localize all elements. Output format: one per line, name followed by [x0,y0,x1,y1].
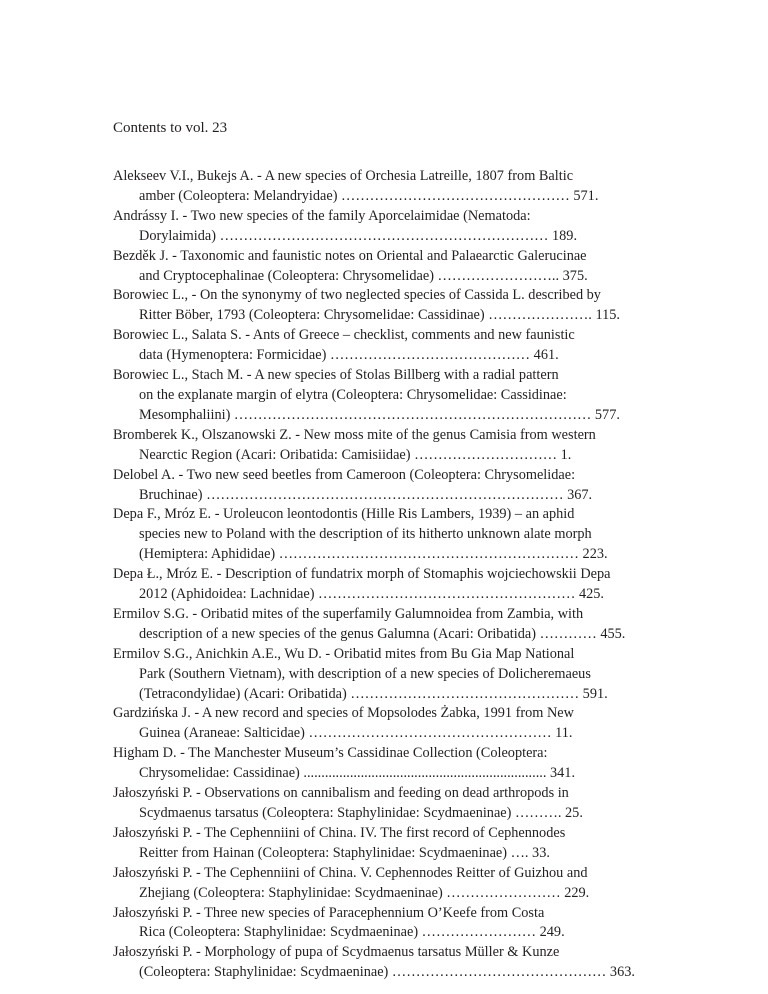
contents-entry [113,505,656,565]
entry-line: Borowiec L., Salata S. - Ants of Greece – checklist, comments and new faunistic [113,327,575,344]
contents-entry [113,466,656,506]
entry-line: Ritter Böber, 1793 (Coleoptera: Chrysomelidae: Cassidinae) …………………. 115. [139,307,620,324]
entry-line: Bezděk J. - Taxonomic and faunistic notes on Oriental and Palaearctic Galerucinae [113,247,587,264]
entry-line: Zhejiang (Coleoptera: Staphylinidae: Scydmaeninae) …………………… 229. [139,884,590,901]
entry-line: Bruchinae) ………………………………………………………………… 367. [139,486,593,503]
entry-line: Jałoszyński P. - The Cephenniini of China. V. Cephennodes Reitter of Guizhou and [113,864,588,881]
entry-line: Higham D. - The Manchester Museum’s Cassidinae Collection (Coleoptera: [113,745,548,762]
entry-line: Gardzińska J. - A new record and species of Mopsolodes Żabka, 1991 from New [113,705,574,722]
entry-line: Jałoszyński P. - Morphology of pupa of Scydmaenus tarsatus Müller & Kunze [113,944,560,961]
contents-entry [113,565,656,605]
entry-line: (Hemiptera: Aphididae) ……………………………………………………… 223. [139,546,608,563]
entry-line: and Cryptocephalinae (Coleoptera: Chrysomelidae) …………………….. 375. [139,267,588,284]
entry-line: Chrysomelidae: Cassidinae) .................................................................... 341. [139,765,576,782]
contents-entry [113,645,656,705]
entry-line: (Tetracondylidae) (Acari: Oribatida) ………………………………………… 591. [139,685,608,702]
entry-line: amber (Coleoptera: Melandryidae) ………………………………………… 571. [139,187,599,204]
entry-line: Jałoszyński P. - Three new species of Paracephennium O’Keefe from Costa [113,904,545,921]
entry-line: description of a new species of the genus Galumna (Acari: Oribatida) ………… 455. [139,625,626,642]
entry-line: Guinea (Araneae: Salticidae) …………………………………………… 11. [139,725,573,742]
contents-list [113,167,656,983]
contents-entry [113,207,656,247]
entry-line: Depa F., Mróz E. - Uroleucon leontodontis (Hille Ris Lambers, 1939) – an aphid [113,506,575,523]
contents-heading: Contents to vol. 23 [113,120,228,136]
entry-line: Dorylaimida) …………………………………………………………… 189. [139,227,578,244]
entry-line: data (Hymenoptera: Formicidae) …………………………………… 461. [139,347,559,364]
contents-entry [113,605,656,645]
contents-entry [113,366,656,426]
entry-line: Ermilov S.G., Anichkin A.E., Wu D. - Oribatid mites from Bu Gia Map National [113,645,575,662]
contents-entry [113,904,656,944]
contents-entry [113,943,656,983]
entry-line: Jałoszyński P. - The Cephenniini of China. IV. The first record of Cephennodes [113,824,566,841]
contents-entry [113,247,656,287]
contents-entry [113,704,656,744]
entry-line: Jałoszyński P. - Observations on cannibalism and feeding on dead arthropods in [113,785,569,802]
entry-line: Depa Ł., Mróz E. - Description of fundatrix morph of Stomaphis wojciechowskii Depa [113,566,611,583]
entry-line: Park (Southern Vietnam), with description of a new species of Dolicheremaeus [139,665,591,682]
entry-line: Rica (Coleoptera: Staphylinidae: Scydmaeninae) …………………… 249. [139,924,565,941]
entry-line: on the explanate margin of elytra (Coleoptera: Chrysomelidae: Cassidinae: [139,386,567,403]
entry-line: Bromberek K., Olszanowski Z. - New moss mite of the genus Camisia from western [113,426,596,443]
entry-line: Alekseev V.I., Bukejs A. - A new species of Orchesia Latreille, 1807 from Baltic [113,168,574,184]
entry-line: Borowiec L., - On the synonymy of two neglected species of Cassida L. described by [113,287,601,304]
entry-line: Delobel A. - Two new seed beetles from Cameroon (Coleoptera: Chrysomelidae: [113,466,576,483]
contents-entry [113,326,656,366]
entry-line: Reitter from Hainan (Coleoptera: Staphylinidae: Scydmaeninae) …. 33. [139,844,550,861]
entry-line: 2012 (Aphidoidea: Lachnidae) ……………………………………………… 425. [139,586,604,603]
contents-entry [113,824,656,864]
entry-line: Borowiec L., Stach M. - A new species of Stolas Billberg with a radial pattern [113,367,559,384]
contents-entry [113,784,656,824]
contents-entry [113,426,656,466]
entry-line: Nearctic Region (Acari: Oribatida: Camisiidae) ………………………… 1. [139,446,572,463]
entry-line: Ermilov S.G. - Oribatid mites of the superfamily Galumnoidea from Zambia, with [113,605,584,622]
entry-line: Mesomphaliini) ………………………………………………………………… 577. [139,406,620,423]
contents-entry [113,744,656,784]
contents-entry [113,167,656,207]
entry-line: Andrássy I. - Two new species of the family Aporcelaimidae (Nematoda: [113,207,531,224]
entry-line: species new to Poland with the description of its hitherto unknown alate morph [139,526,592,543]
contents-entry [113,864,656,904]
entry-line: Scydmaenus tarsatus (Coleoptera: Staphylinidae: Scydmaeninae) ………. 25. [139,805,583,821]
entry-line: (Coleoptera: Staphylinidae: Scydmaeninae) ……………………………………… 363. [139,964,635,981]
contents-entry [113,286,656,326]
